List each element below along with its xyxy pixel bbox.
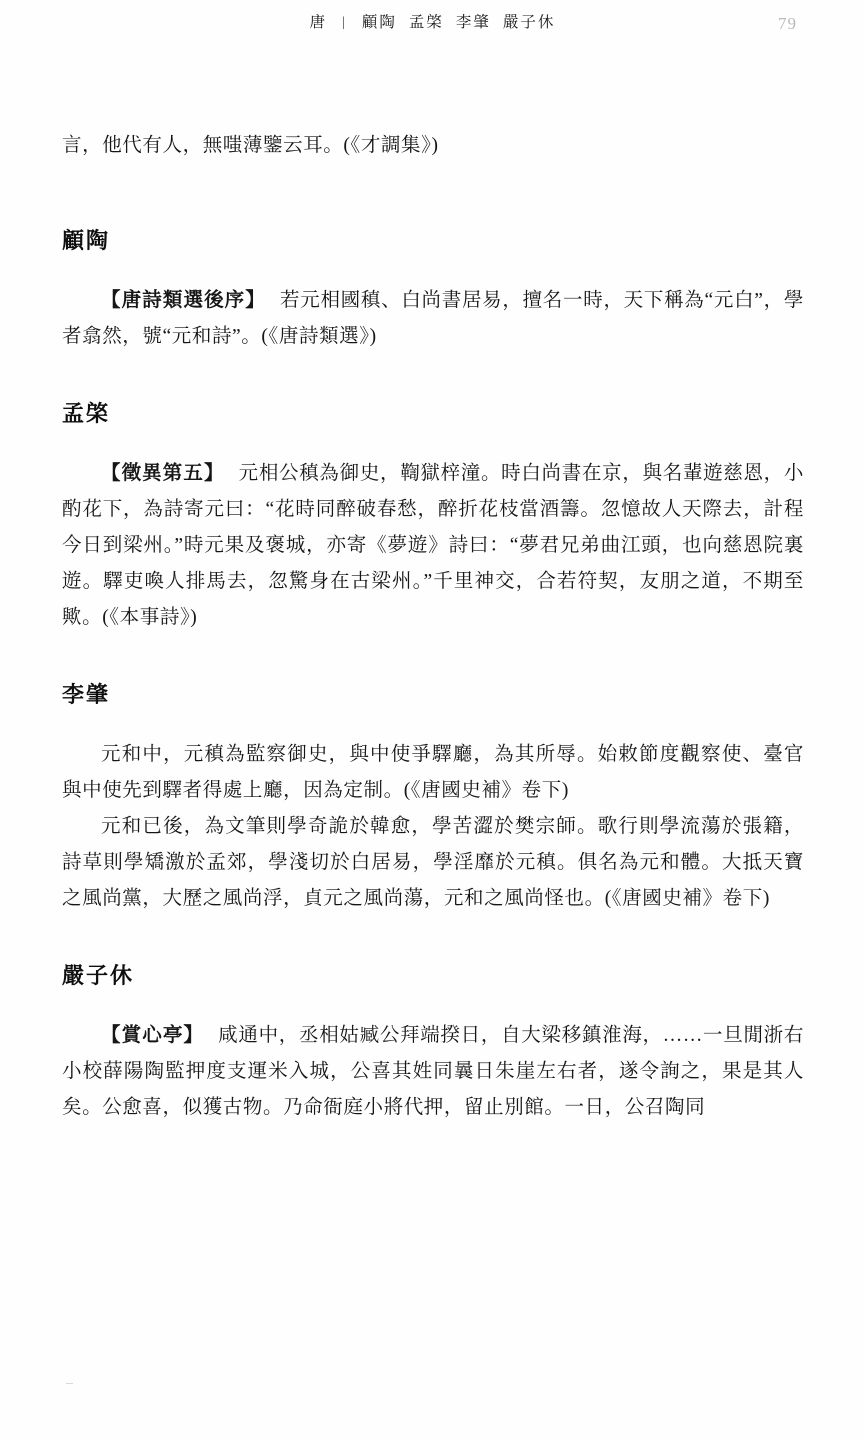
bracket-title: 【唐詩類選後序】	[101, 290, 266, 311]
page-number: 79	[778, 14, 797, 33]
text-column	[62, 128, 804, 1126]
running-head-name-2: 孟棨	[408, 14, 444, 31]
paragraph	[62, 283, 804, 355]
paragraph	[62, 1018, 804, 1126]
paragraph	[62, 456, 804, 636]
section-heading-gutao: 顧陶	[62, 228, 111, 253]
paragraph-text: 若元相國稹、白尚書居易，擅名一時，天下稱為“元白”，學者翕然，號“元和詩”。(《唐詩類選》)	[62, 290, 804, 347]
running-head-name-1: 顧陶	[361, 14, 397, 31]
paragraph: 元和中，元稹為監察御史，與中使爭驛廳，為其所辱。始敕節度觀察使、臺官與中使先到驛者得處上廳，因為定制。(《唐國史補》卷下)	[62, 744, 804, 801]
running-head	[0, 10, 865, 44]
section-heading-lizhao: 李肇	[62, 682, 111, 707]
carryover-paragraph: 言，他代有人，無嗤薄鑒云耳。(《才調集》)	[62, 135, 439, 156]
section-heading-mengqi: 孟棨	[62, 401, 111, 426]
bracket-title: 【賞心亭】	[101, 1025, 205, 1046]
running-head-separator: |	[342, 15, 347, 30]
running-head-text	[0, 10, 865, 32]
paragraph: 元和已後，為文筆則學奇詭於韓愈，學苦澀於樊宗師。歌行則學流蕩於張籍，詩草則學矯激於孟郊，學淺切於白居易，學淫靡於元稹。俱名為元和體。大抵天寶之風尚黨，大歷之風尚浮，貞元之風尚蕩，元和之風尚怪也。(《唐國史補》卷下)	[62, 816, 804, 909]
running-head-name-3: 李肇	[455, 14, 491, 31]
running-head-dynasty: 唐	[309, 14, 328, 31]
paragraph-text: 元相公稹為御史，鞫獄梓潼。時白尚書在京，與名輩遊慈恩，小酌花下，為詩寄元曰：“花時同醉破春愁，醉折花枝當酒籌。忽憶故人天際去，計程今日到梁州。”時元果及褒城，亦寄《夢遊》詩曰：“夢君兄弟曲江頭，也向慈恩院裏遊。驛吏喚人排馬去，忽驚身在古梁州。”千里神交，合若符契，友朋之道，不期至歟。(《本事詩》)	[62, 463, 804, 628]
section-heading-yanzixiu: 嚴子休	[62, 963, 135, 988]
running-head-name-4: 嚴子休	[502, 14, 556, 31]
bracket-title: 【徵異第五】	[101, 463, 225, 484]
paragraph-text: 咸通中，丞相姑臧公拜端揆日，自大梁移鎮淮海，……一旦閒浙右小校薛陽陶監押度支運米入城，公喜其姓同曩日朱崖左右者，遂令詢之，果是其人矣。公愈喜，似獲古物。乃命衙庭小將代押，留止別館。一日，公召陶同	[62, 1025, 804, 1118]
page-footer-mark	[66, 1383, 73, 1384]
